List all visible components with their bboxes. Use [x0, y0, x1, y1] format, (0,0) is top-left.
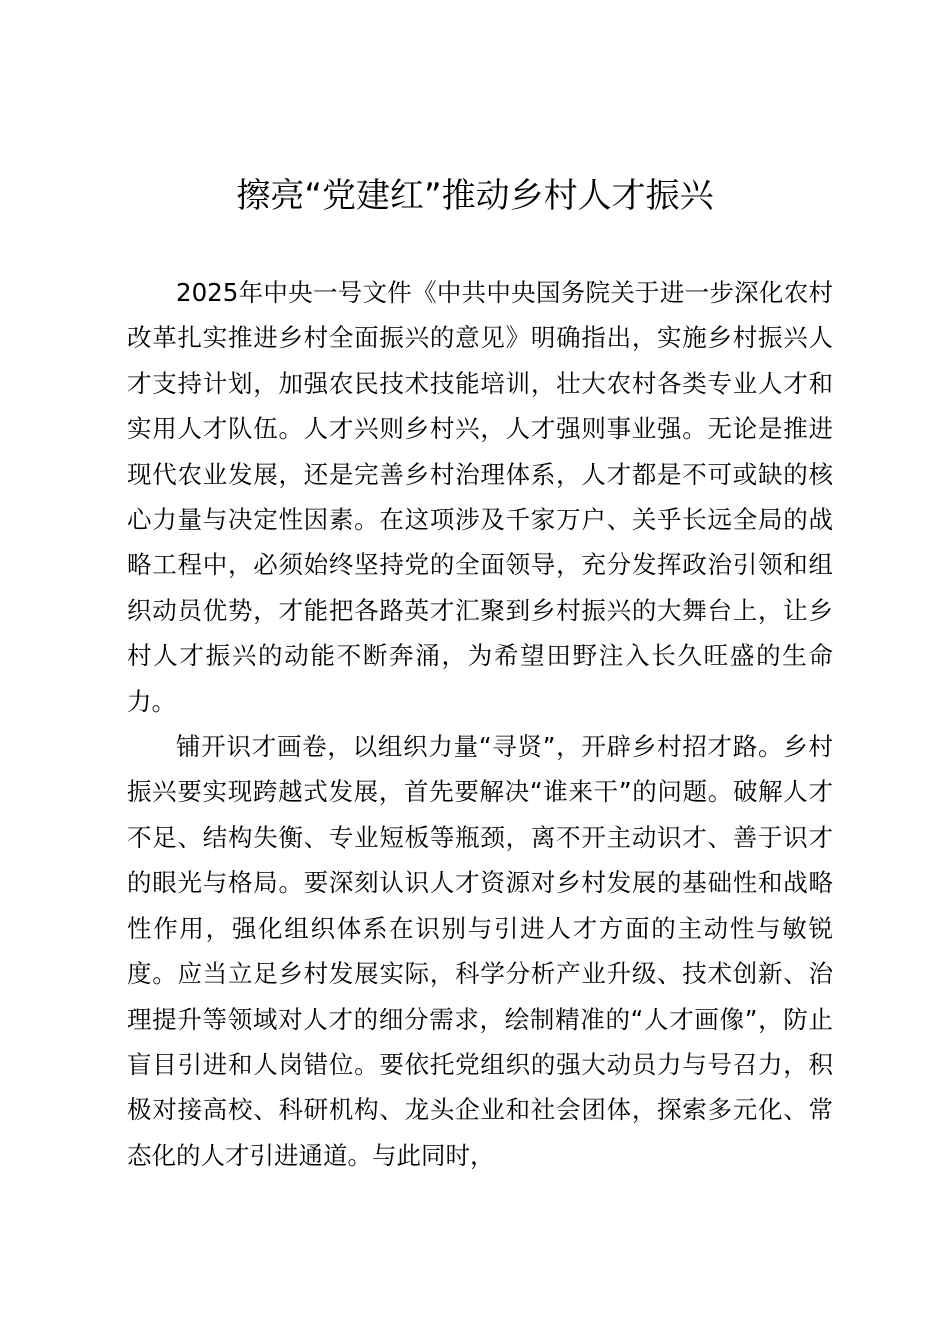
paragraph-2: 铺开识才画卷，以组织力量“寻贤”，开辟乡村招才路。乡村振兴要实现跨越式发展，首先要解决“谁来干”的问题。破解人才不足、结构失衡、专业短板等瓶颈，离不开主动识才、善于识才的眼光与格局。要深刻认识人才资源对乡村发展的基础性和战略性作用，强化组织体系在识别与引进人才方面的主动性与敏锐度。应当立足乡村发展实际，科学分析产业升级、技术创新、治理提升等领域对人才的细分需求，绘制精准的“人才画像”，防止盲目引进和人岗错位。要依托党组织的强大动员力与号召力，积极对接高校、科研机构、龙头企业和社会团体，探索多元化、常态化的人才引进通道。与此同时， — [127, 732, 833, 1170]
document-body — [127, 270, 833, 1178]
document-title: 擦亮“党建红”推动乡村人才振兴 — [236, 176, 714, 216]
paragraph-1: 2025年中央一号文件《中共中央国务院关于进一步深化农村改革扎实推进乡村全面振兴的意见》明确指出，实施乡村振兴人才支持计划，加强农民技术技能培训，壮大农村各类专业人才和实用人才队伍。人才兴则乡村兴，人才强则事业强。无论是推进现代农业发展，还是完善乡村治理体系，人才都是不可或缺的核心力量与决定性因素。在这项涉及千家万户、关乎长远全局的战略工程中，必须始终坚持党的全面领导，充分发挥政治引领和组织动员优势，才能把各路英才汇聚到乡村振兴的大舞台上，让乡村人才振兴的动能不断奔涌，为希望田野注入长久旺盛的生命力。 — [127, 278, 833, 716]
